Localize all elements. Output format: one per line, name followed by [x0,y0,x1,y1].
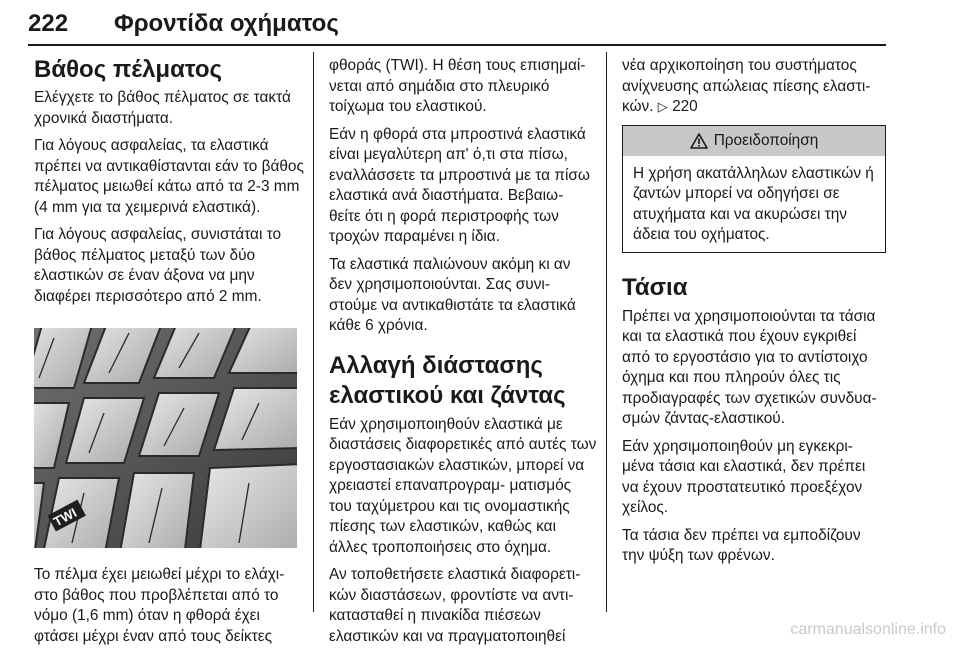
paragraph-text: νέα αρχικοποίηση του συστήματος ανίχνευσης απώλειας πίεσης ελαστι- κών. [622,57,871,115]
watermark: carmanualsonline.info [790,621,946,638]
running-title: Φροντίδα οχήματος [114,10,339,37]
paragraph [622,56,886,118]
paragraph: Ελέγχετε το βάθος πέλματος σε τακτά χρονικά διαστήματα. [34,89,291,127]
column-3 [622,56,886,574]
paragraph: Αν τοποθετήσετε ελαστικά διαφορετι- κών διαστάσεων, φροντίστε να αντι- κατασταθεί η πινακίδα πιέσεων ελαστικών και να πραγματοποιηθεί [329,566,581,645]
paragraph: Πρέπει να χρησιμοποιούνται τα τάσια και τα ελαστικά που έχουν εγκριθεί από το εργοστάσιο για το αντίστοιχο όχημα και που πληρούν όλες τις προδιαγραφές των σχετικών συνδυα- σμών ζάντας-ελαστικού. [622,307,877,427]
column-1 [34,56,304,654]
column-2 [329,56,597,654]
paragraph: Το πέλμα έχει μειωθεί μέχρι το ελάχι- στο βάθος που προβλέπεται από το νόμο (1,6 mm) όταν η φθορά έχει φτάσει μέχρι έναν από τους δείκτες [34,566,285,645]
paragraph: Εάν χρησιμοποιηθούν μη εγκεκρι- μένα τάσια και ελαστικά, δεν πρέπει να έχουν προστατευτικό προεξέχον χείλος. [622,437,866,516]
column-divider-2 [606,52,607,612]
paragraph: Τα ελαστικά παλιώνουν ακόμη κι αν δεν χρησιμοποιούνται. Σας συνι- στούμε να αντικαθιστάτε τα ελαστικά κάθε 6 χρόνια. [329,255,576,334]
paragraph: Εάν η φθορά στα μπροστινά ελαστικά είναι μεγαλύτερη απ' ό,τι στα πίσω, εναλλάσσετε τα μπροστινά με τα πίσω ελαστικά ανά διαστήματα. Βεβαιω- θείτε ότι η φορά περιστροφής των τροχών παραμένει η ίδια. [329,125,590,245]
paragraph: Για λόγους ασφαλείας, συνιστάται το βάθος πέλματος μεταξύ των δύο ελαστικών σε έναν άξονα να μην διαφέρει περισσότερο από 2 mm. [34,226,282,305]
warning-header [623,126,885,156]
paragraph: Τα τάσια δεν πρέπει να εμποδίζουν την ψύξη των φρένων. [622,526,861,564]
warning-triangle-icon [690,133,708,149]
page-header [28,8,886,44]
twi-mark: TWI [51,504,80,530]
warning-body [623,156,885,252]
paragraph: φθοράς (TWI). Η θέση τους επισημαί- νεται από σημάδια στο πλευρικό τοίχωμα του ελαστικού. [329,57,586,115]
tire-tread-illustration [34,328,297,548]
section-heading-hubcaps: Τάσια [622,273,688,301]
paragraph: Εάν χρησιμοποιηθούν ελαστικά με διαστάσεις διαφορετικές από αυτές των εργοστασιακών ελαστικών, μπορεί να χρειαστεί επαναπρογραμ- ματισμός του ταχύμετρου και τις ονομαστικής πίεσης των ελαστικών, καθώς και άλλες τροποποιήσεις στο όχημα. [329,415,597,556]
page-reference[interactable]: 220 [672,98,698,115]
paragraph: Για λόγους ασφαλείας, τα ελαστικά πρέπει να αντικαθίστανται εάν το βάθος πέλματος μειωθεί κάτω από τα 2-3 mm (4 mm για τα χειμερινά ελαστικά). [34,137,304,216]
column-divider-1 [313,52,314,612]
warning-text: Η χρήση ακατάλληλων ελαστικών ή ζαντών μπορεί να οδηγήσει σε ατυχήματα και να ακυρώσει την άδεια του οχήματος. [633,164,874,243]
page-reference-icon: ▷ [657,99,668,114]
warning-box [622,125,886,253]
page-number: 222 [28,10,69,37]
section-heading-tread-depth: Βάθος πέλματος [34,56,223,83]
warning-title: Προειδοποίηση [713,131,819,149]
header-rule [28,44,886,46]
section-heading-size-change: Αλλαγή διάστασης ελαστικού και ζάντας [329,351,566,409]
